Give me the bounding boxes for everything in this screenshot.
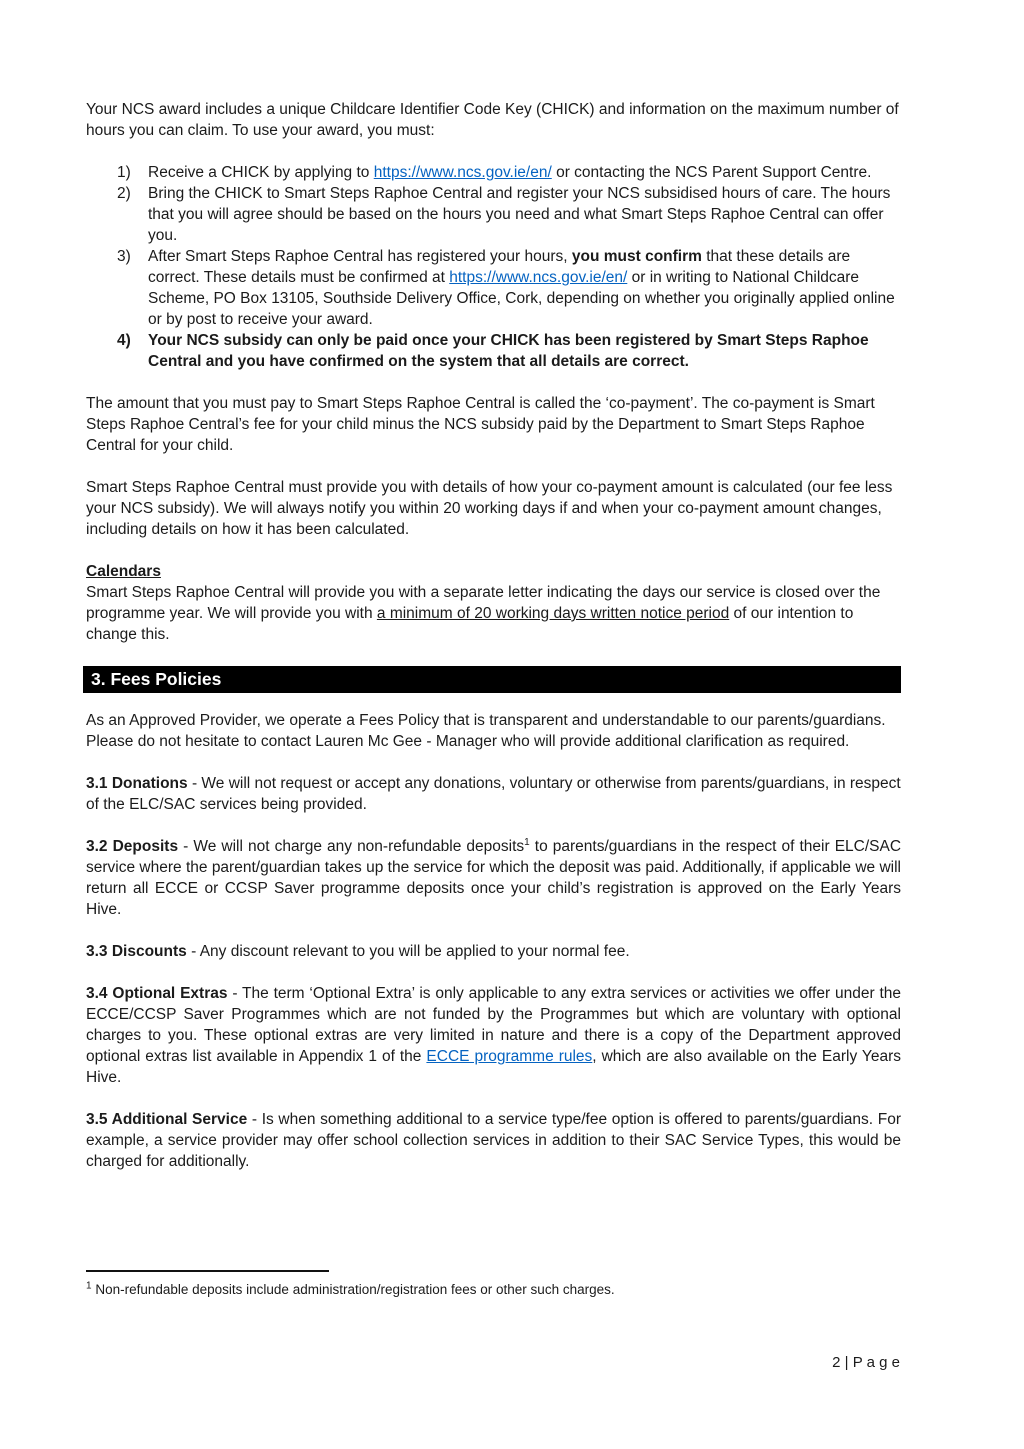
text-run: 3.2 Deposits (86, 838, 179, 855)
list-item-text (148, 330, 901, 372)
discounts-paragraph (86, 941, 901, 962)
text-run: - We will not charge any non-refundable deposits (178, 838, 525, 855)
text-run: Smart Steps Raphoe Central will provide you with a separate letter indicating the days our service is closed over the programme year. We will provide you with (86, 584, 881, 622)
text-run: or in writing to National Childcare Scheme, PO Box 13105, Southside Delivery Office, Cork, depending on whether you originally applied online or by post to receive your award. (148, 269, 895, 328)
text-run: - We will not request or accept any donations, voluntary or otherwise from parents/guardians, in respect of the ELC/SAC services being provided. (86, 775, 901, 813)
approved-provider-paragraph (86, 710, 901, 752)
footnote-text (86, 1281, 901, 1299)
chick-steps-list (86, 162, 901, 372)
text-run: or contacting the NCS Parent Support Centre. (551, 164, 872, 181)
calendars-heading (86, 561, 901, 582)
text-run: Smart Steps Raphoe Central must provide you with details of how your co-payment amount is calculated (our fee less your NCS subsidy). We will always notify you within 20 working days if and when your co-payment amount changes, including details on how it has been calculated. (86, 479, 893, 538)
text-run: Your NCS award includes a unique Childcare Identifier Code Key (CHICK) and information on the maximum number of hours you can claim. To use your award, you must: (86, 101, 899, 139)
document-content (86, 99, 901, 1193)
text-run: 3.5 Additional Service (86, 1111, 248, 1128)
additional-service-paragraph (86, 1109, 901, 1172)
list-item-text (148, 246, 901, 330)
text-run: 3. Fees Policies (91, 669, 222, 689)
list-marker: 1) (117, 164, 131, 181)
chick-step-4 (86, 330, 901, 372)
footnote (86, 1270, 901, 1299)
footnote-separator (86, 1270, 329, 1272)
text-run: to parents/guardians in the respect of their ELC/SAC service where the parent/guardian takes up the service for which the deposit was paid. Additionally, if applicable we will return all ECCE or CCSP Saver programme deposits once your child’s registration is approved on the Early Years Hive. (86, 838, 902, 918)
ecce-programme-rules-link[interactable]: ECCE programme rules (426, 1048, 593, 1065)
optional-extras-paragraph (86, 983, 901, 1088)
text-run: After Smart Steps Raphoe Central has registered your hours, (148, 248, 572, 265)
list-item-text (148, 183, 901, 246)
text-run: The amount that you must pay to Smart Steps Raphoe Central is called the ‘co-payment’. The co-payment is Smart Steps Raphoe Central’s fee for your child minus the NCS subsidy paid by the Department to Smart Steps Raphoe Central for your child. (86, 395, 875, 454)
text-run: Receive a CHICK by applying to (148, 164, 374, 181)
list-item-text (148, 162, 901, 183)
footnote-number: 1 (86, 1280, 92, 1292)
fees-policies-heading (83, 666, 901, 693)
co-payment-paragraph (86, 393, 901, 456)
text-run: you must confirm (571, 248, 702, 265)
text-run: 3.4 Optional Extras (86, 985, 228, 1002)
text-run: Your NCS subsidy can only be paid once your CHICK has been registered by Smart Steps Raphoe Central and you have confirmed on the system that all details are correct. (148, 332, 869, 370)
page-number: 2 | P a g e (832, 1354, 900, 1371)
text-run: - Any discount relevant to you will be applied to your normal fee. (186, 943, 630, 960)
ncs-website-link[interactable]: https://www.ncs.gov.ie/en/ (373, 164, 552, 181)
footnote-reference: 1 (524, 836, 530, 848)
text-run: that these details are correct. These details must be confirmed at (148, 248, 851, 286)
text-run: - Is when something additional to a service type/fee option is offered to parents/guardians. For example, a service provider may offer school collection services in addition to their SAC Service Types, this would be charged for additionally. (86, 1111, 901, 1170)
chick-step-3 (86, 246, 901, 330)
text-run: Calendars (86, 563, 161, 580)
text-run: , which are also available on the Early Years Hive. (86, 1048, 901, 1086)
text-run: As an Approved Provider, we operate a Fees Policy that is transparent and understandable to our parents/guardians. Please do not hesitate to contact Lauren Mc Gee - Manager who will provide additional clarification as required. (86, 712, 886, 750)
ncs-website-link[interactable]: https://www.ncs.gov.ie/en/ (449, 269, 628, 286)
text-run: 3.1 Donations (86, 775, 188, 792)
intro-paragraph (86, 99, 901, 141)
text-run: Bring the CHICK to Smart Steps Raphoe Central and register your NCS subsidised hours of care. The hours that you will agree should be based on the hours you need and what Smart Steps Raphoe Central can offer you. (148, 185, 891, 244)
text-run: Non-refundable deposits include administration/registration fees or other such charges. (91, 1282, 615, 1297)
chick-step-1 (86, 162, 901, 183)
chick-step-2 (86, 183, 901, 246)
calendars-paragraph (86, 582, 901, 645)
text-run: 3.3 Discounts (86, 943, 187, 960)
text-run: a minimum of 20 working days written notice period (376, 605, 730, 622)
text-run: of our intention to change this. (86, 605, 854, 643)
donations-paragraph (86, 773, 901, 815)
text-run: - The term ‘Optional Extra’ is only applicable to any extra services or activities we offer under the ECCE/CCSP Saver Programmes which are not funded by the Programmes but which are voluntary with optional charges to you. These optional extras are very limited in nature and there is a copy of the Department approved optional extras list available in Appendix 1 of the (86, 985, 901, 1065)
list-marker: 3) (117, 248, 131, 265)
deposits-paragraph (86, 836, 901, 920)
list-marker: 2) (117, 185, 131, 202)
list-marker: 4) (117, 332, 131, 349)
co-payment-calculation-paragraph (86, 477, 901, 540)
